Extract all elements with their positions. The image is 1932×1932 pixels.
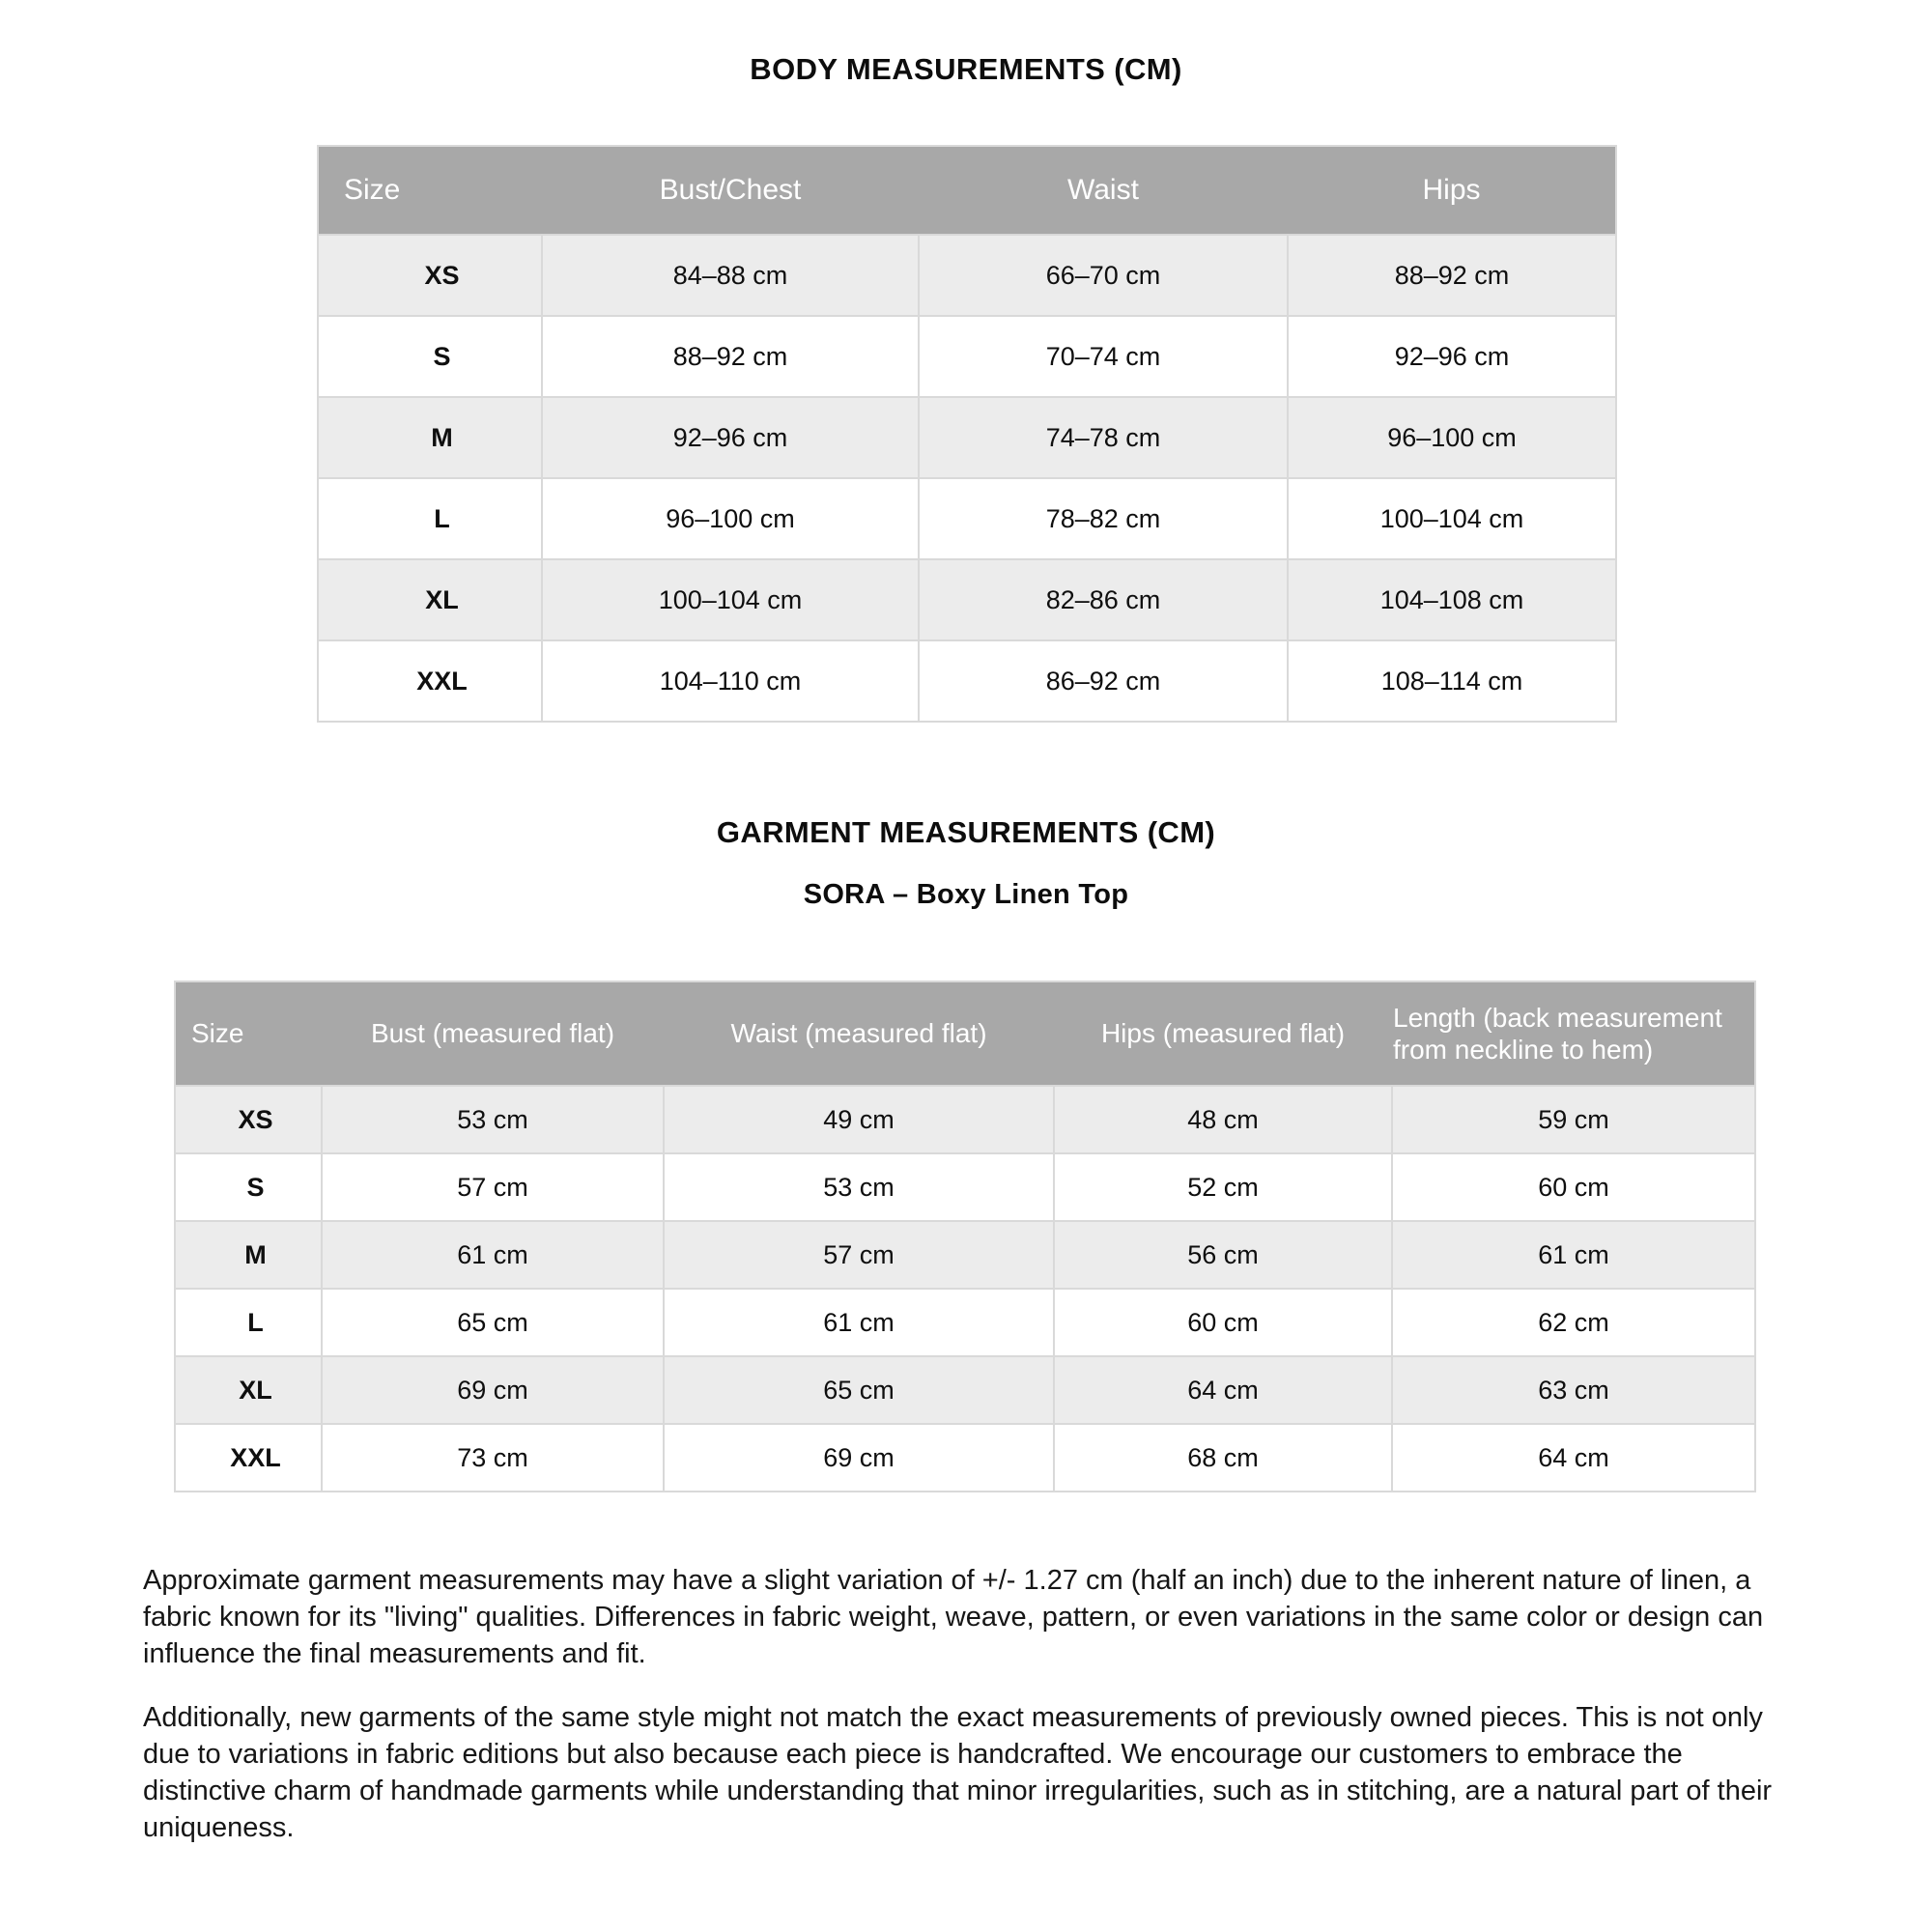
table-row [318,559,1616,640]
measurement-cell: 65 cm [664,1356,1054,1424]
measurement-cell: 64 cm [1054,1356,1392,1424]
measurement-cell: 84–88 cm [542,235,919,316]
table-row [318,316,1616,397]
size-label: XXL [175,1424,322,1492]
column-header: Bust (measured flat) [322,981,664,1086]
size-label: XL [175,1356,322,1424]
column-header: Hips (measured flat) [1054,981,1392,1086]
size-label: XXL [318,640,542,722]
size-label: XS [175,1086,322,1153]
measurement-cell: 60 cm [1054,1289,1392,1356]
measurement-cell: 96–100 cm [542,478,919,559]
table-row [318,478,1616,559]
column-header: Hips [1288,146,1616,235]
body-measurements-title: BODY MEASUREMENTS (CM) [750,52,1182,86]
measurement-cell: 52 cm [1054,1153,1392,1221]
measurement-cell: 57 cm [322,1153,664,1221]
measurement-cell: 88–92 cm [542,316,919,397]
garment-table-header-row [175,981,1755,1086]
measurement-cell: 108–114 cm [1288,640,1616,722]
table-row [175,1356,1755,1424]
measurement-cell: 82–86 cm [919,559,1288,640]
measurement-cell: 70–74 cm [919,316,1288,397]
size-label: L [318,478,542,559]
column-header: Size [175,981,322,1086]
measurement-cell: 69 cm [322,1356,664,1424]
table-row [318,397,1616,478]
table-row [318,235,1616,316]
measurement-cell: 104–110 cm [542,640,919,722]
size-label: XL [318,559,542,640]
measurement-cell: 49 cm [664,1086,1054,1153]
size-label: M [175,1221,322,1289]
size-label: S [175,1153,322,1221]
size-label: L [175,1289,322,1356]
measurement-cell: 78–82 cm [919,478,1288,559]
measurement-cell: 69 cm [664,1424,1054,1492]
measurement-cell: 61 cm [664,1289,1054,1356]
measurement-cell: 65 cm [322,1289,664,1356]
body-measurements-table [317,145,1617,723]
measurement-cell: 53 cm [322,1086,664,1153]
measurement-cell: 61 cm [322,1221,664,1289]
measurement-cell: 73 cm [322,1424,664,1492]
measurement-cell: 63 cm [1392,1356,1755,1424]
table-row [175,1086,1755,1153]
size-label: M [318,397,542,478]
table-row [175,1153,1755,1221]
measurement-cell: 100–104 cm [542,559,919,640]
column-header: Size [318,146,542,235]
measurement-cell: 60 cm [1392,1153,1755,1221]
measurement-cell: 59 cm [1392,1086,1755,1153]
body-table-header-row [318,146,1616,235]
measurement-cell: 92–96 cm [542,397,919,478]
measurement-cell: 66–70 cm [919,235,1288,316]
garment-measurements-title: GARMENT MEASUREMENTS (CM) [716,815,1216,849]
measurement-cell: 64 cm [1392,1424,1755,1492]
measurement-cell: 57 cm [664,1221,1054,1289]
measurement-cell: 74–78 cm [919,397,1288,478]
column-header: Waist [919,146,1288,235]
measurement-cell: 61 cm [1392,1221,1755,1289]
variation-note-paragraph: Approximate garment measurements may have a slight variation of +/- 1.27 cm (half an inch) due to the inherent nature of linen, a fabric known for its "living" qualities. Differences in fabric weight, weave, pattern, or even variations in the same color or design can influence the final measurements and fit. [143,1565,1764,1669]
table-row [175,1289,1755,1356]
column-header: Bust/Chest [542,146,919,235]
size-label: XS [318,235,542,316]
column-header: Length (back measurement from neckline to hem) [1392,981,1755,1086]
size-label: S [318,316,542,397]
measurement-cell: 88–92 cm [1288,235,1616,316]
handcrafted-note-paragraph: Additionally, new garments of the same style might not match the exact measurements of previously owned pieces. This is not only due to variations in fabric editions but also because each piece is handcrafted. We encourage our customers to embrace the distinctive charm of handmade garments while understanding that minor irregularities, such as in stitching, are a natural part of their uniqueness. [143,1702,1773,1843]
table-row [175,1221,1755,1289]
measurement-cell: 96–100 cm [1288,397,1616,478]
measurement-cell: 100–104 cm [1288,478,1616,559]
measurement-cell: 86–92 cm [919,640,1288,722]
measurement-cell: 62 cm [1392,1289,1755,1356]
product-name-subtitle: SORA – Boxy Linen Top [803,879,1129,910]
measurement-cell: 68 cm [1054,1424,1392,1492]
measurement-cell: 104–108 cm [1288,559,1616,640]
garment-measurements-table [174,980,1756,1492]
table-row [318,640,1616,722]
column-header: Waist (measured flat) [664,981,1054,1086]
measurement-cell: 92–96 cm [1288,316,1616,397]
measurement-cell: 48 cm [1054,1086,1392,1153]
measurement-cell: 53 cm [664,1153,1054,1221]
measurement-cell: 56 cm [1054,1221,1392,1289]
table-row [175,1424,1755,1492]
